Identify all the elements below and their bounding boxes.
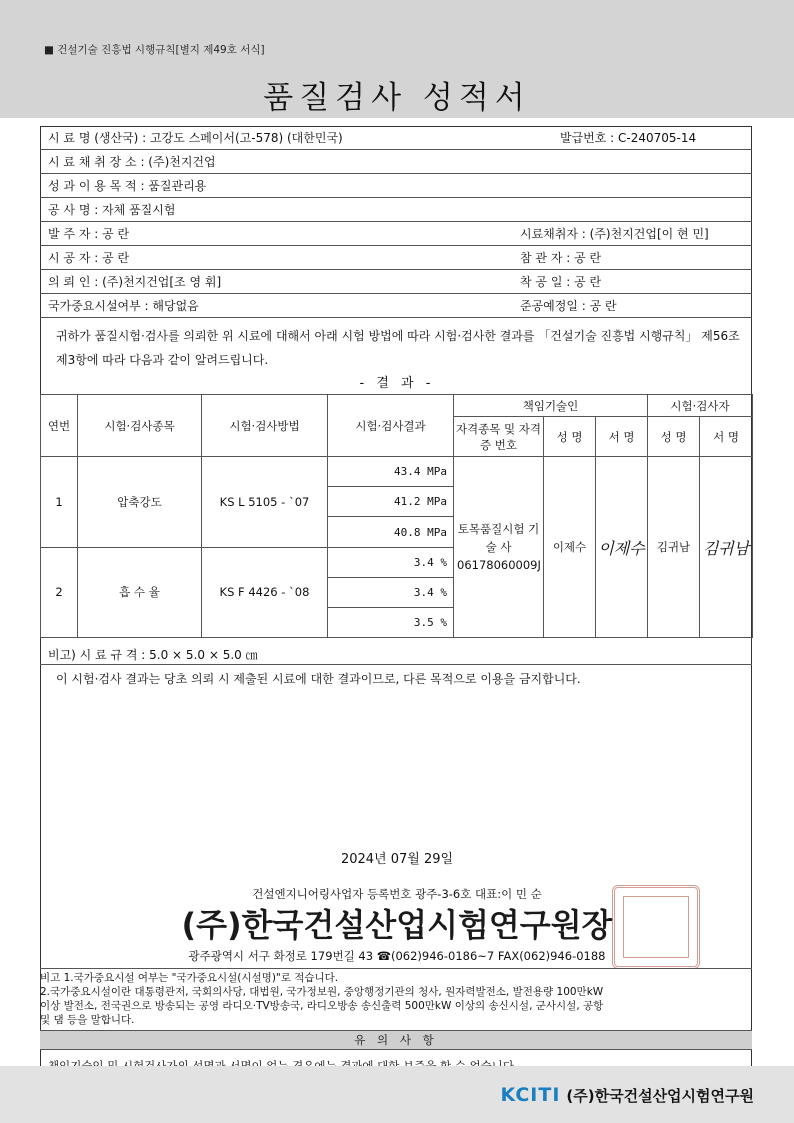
intro-paragraph: 귀하가 품질시험·검사를 의뢰한 위 시료에 대해서 아래 시험 방법에 따라 시험·검사한 결과를 「건설기술 진흥법 시행규칙」 제56조 제3항에 따라 다음과 같이 알려드립니다.: [56, 329, 740, 367]
tester-signature: 김귀남: [700, 457, 753, 638]
header-tester-sign: 서 명: [700, 417, 753, 457]
field-purpose: 성 과 이 용 목 적 : 품질관리용: [40, 174, 752, 198]
table-row: 41.2 MPa: [41, 487, 753, 517]
result-title: - 결 과 -: [359, 376, 435, 391]
issue-number: 발급번호 : C-240705-14: [560, 131, 697, 145]
engineer-signature: 이제수: [596, 457, 648, 638]
table-row: 40.8 MPa: [41, 517, 753, 547]
caution-title: 유 의 사 항: [40, 1030, 752, 1050]
sample-spec: 비고) 시 료 규 격 : 5.0 × 5.0 × 5.0 ㎝: [48, 648, 258, 662]
field-requester: 의 뢰 인 : (주)천지건업[조 영 휘] 착 공 일 : 공 란: [40, 270, 752, 294]
footer-brand: [500, 1084, 754, 1106]
header-method: 시험·검사방법: [202, 395, 328, 457]
field-client: 발 주 자 : 공 란 시료채취자 : (주)천지건업[이 현 민]: [40, 222, 752, 246]
organization-address: 광주광역시 서구 화정로 179번길 43 ☎(062)946-0186~7 FAX(062)946-0188: [188, 949, 606, 963]
table-row: 3.5 %: [41, 607, 753, 637]
table-row: 1 압축강도 KS L 5105 - `07 43.4 MPa 토목품질시험 기 술 사 06178060009J 이제수 이제수 김귀남 김귀남: [41, 457, 753, 487]
header-qualification: 자격종목 및 자격증 번호: [454, 417, 544, 457]
usage-restriction: 이 시험·검사 결과는 당초 의뢰 시 제출된 시료에 대한 결과이므로, 다른 목적으로 이용을 금지합니다.: [56, 672, 581, 686]
kciti-logo: KCITI: [500, 1084, 561, 1106]
tester-name: 김귀남: [648, 457, 700, 638]
field-national-facility: 국가중요시설여부 : 해당없음 준공예정일 : 공 란: [40, 294, 752, 318]
table-row: 2 흡 수 율 KS F 4426 - `08 3.4 %: [41, 547, 753, 577]
header-engineer-sign: 서 명: [596, 417, 648, 457]
engineer-name: 이제수: [544, 457, 596, 638]
field-project: 공 사 명 : 자체 품질시험: [40, 198, 752, 222]
results-table: [40, 394, 753, 638]
field-sample-name: 시 료 명 (생산국) : 고강도 스페이서(고-578) (대한민국) 발급번호 : C-240705-14: [40, 126, 752, 150]
header-no: 연번: [41, 395, 78, 457]
field-contractor: 시 공 자 : 공 란 참 관 자 : 공 란: [40, 246, 752, 270]
field-sampling-place: 시 료 채 취 장 소 : (주)천지건업: [40, 150, 752, 174]
organization-name: (주)한국건설산업시험연구원장: [181, 906, 613, 944]
registration-info: 건설엔지니어링사업자 등록번호 광주-3-6호 대표:이 민 순: [252, 887, 542, 901]
header-item: 시험·검사종목: [78, 395, 202, 457]
header-result: 시험·검사결과: [328, 395, 454, 457]
header-tester-name: 성 명: [648, 417, 700, 457]
header-engineer-name: 성 명: [544, 417, 596, 457]
header-tester: 시험·검사자: [648, 395, 753, 417]
document-title: 품질검사 성적서: [263, 80, 531, 116]
footnotes: 비고 1.국가중요시설 여부는 "국가중요시설(시설명)"로 적습니다. 2.국가중요시설이란 대통령관저, 국회의사당, 대법원, 국가정보원, 중앙행정기관의 청사, 원자력발전소, 발전용량 100만kW 이상 발전소, 전국권으로 방송되는 공영 라디오·TV방송국, 라디오방송 송신출력 500만kW 이상의 송신시설, 군사시설, 공항 및 댐 등을 말합니다.: [40, 968, 752, 1027]
qualification-cell: 토목품질시험 기 술 사 06178060009J: [454, 457, 544, 638]
form-note: ■ 건설기술 진흥법 시행규칙[별지 제49호 서식]: [44, 44, 265, 56]
footer-org: (주)한국건설산업시험연구원: [566, 1087, 754, 1105]
header-engineer: 책임기술인: [454, 395, 648, 417]
issue-date: 2024년 07월 29일: [340, 852, 454, 867]
table-row: 3.4 %: [41, 577, 753, 607]
